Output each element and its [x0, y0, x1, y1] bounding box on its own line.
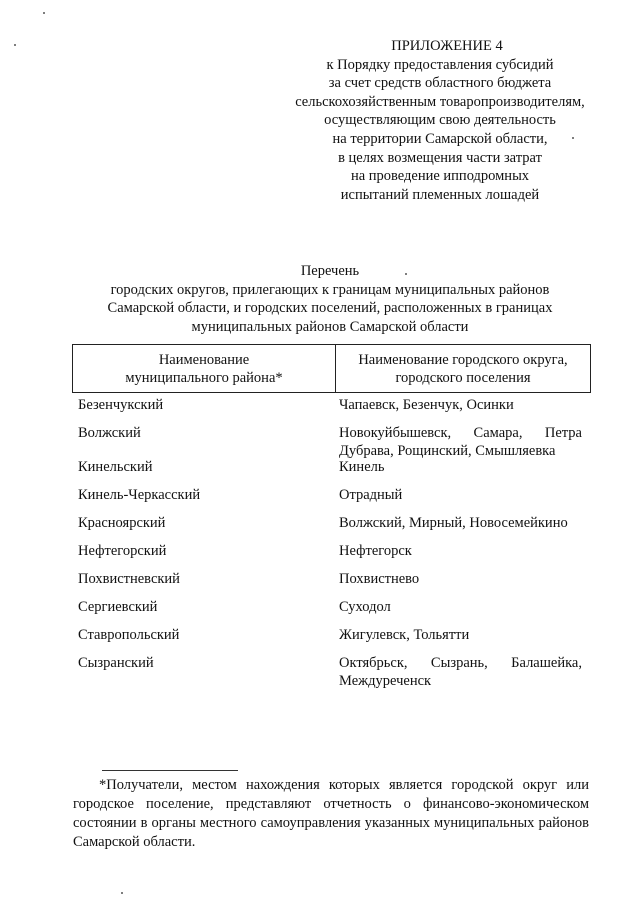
district-name: Нефтегорский [78, 543, 167, 559]
column-header-line: городского поселения [395, 369, 531, 386]
settlement-names: Кинель [339, 459, 385, 475]
appendix-line: на территории Самарской области, [332, 130, 548, 147]
district-name: Ставропольский [78, 627, 180, 643]
scan-speck [405, 273, 407, 275]
scan-speck [572, 137, 574, 139]
appendix-line: к Порядку предоставления субсидий [326, 56, 554, 73]
column-header-settlement [336, 345, 590, 392]
settlement-names: Нефтегорск [339, 543, 412, 559]
district-name: Похвистневский [78, 571, 180, 587]
list-subtitle-line: Самарской области, и городских поселений, расположенных в границах [107, 300, 553, 317]
district-name: Волжский [78, 425, 141, 441]
column-header-line: Наименование [158, 351, 250, 368]
district-name: Сергиевский [78, 599, 158, 615]
appendix-block [280, 37, 600, 204]
district-name: Красноярский [78, 515, 166, 531]
scan-speck [43, 12, 45, 14]
district-name: Кинельский [78, 459, 153, 475]
settlement-names: Отрадный [339, 487, 403, 503]
settlement-names: Жигулевск, Тольятти [339, 627, 470, 643]
table-header [72, 344, 591, 393]
appendix-line: на проведение ипподромных [350, 168, 530, 185]
settlement-names: Суходол [339, 599, 391, 615]
column-header-district [73, 345, 336, 392]
footnote-divider [102, 770, 238, 771]
settlement-names: Чапаевск, Безенчук, Осинки [339, 397, 514, 413]
list-heading [70, 262, 590, 336]
list-title: Перечень [300, 263, 360, 279]
appendix-line: в целях возмещения части затрат [338, 149, 542, 166]
column-header-line: Наименование городского округа, [358, 351, 568, 368]
district-name: Кинель-Черкасский [78, 487, 201, 503]
appendix-title: ПРИЛОЖЕНИЕ 4 [391, 38, 503, 54]
appendix-line: за счет средств областного бюджета [328, 75, 552, 92]
settlement-names: Новокуйбышевск, Самара, Петра Дубрава, Рощинский, Смышляевка [339, 425, 582, 459]
settlement-names: Октябрьск, Сызрань, Балашейка, Междуреченск [339, 655, 582, 689]
list-subtitle-line: муниципальных районов Самарской области [191, 318, 469, 335]
appendix-line: сельскохозяйственным товаропроизводителям, [295, 93, 585, 110]
district-name: Безенчукский [78, 397, 164, 413]
settlement-names: Похвистнево [339, 571, 420, 587]
appendix-line: испытаний племенных лошадей [340, 186, 540, 203]
district-name: Сызранский [78, 655, 154, 671]
appendix-line: осуществляющим свою деятельность [324, 112, 556, 129]
list-subtitle-line: городских округов, прилегающих к границам муниципальных районов [110, 281, 550, 298]
settlement-names: Волжский, Мирный, Новосемейкино [339, 515, 568, 531]
footnote: *Получатели, местом нахождения которых является городской округ или городское поселение, представляют отчетность о финансово-экономическом состоянии в органы местного самоуправления указанных муниципальных районов Самарской области. [73, 777, 589, 850]
scan-speck [14, 44, 16, 46]
scan-speck [121, 892, 123, 894]
column-header-line: муниципального района* [125, 369, 283, 386]
